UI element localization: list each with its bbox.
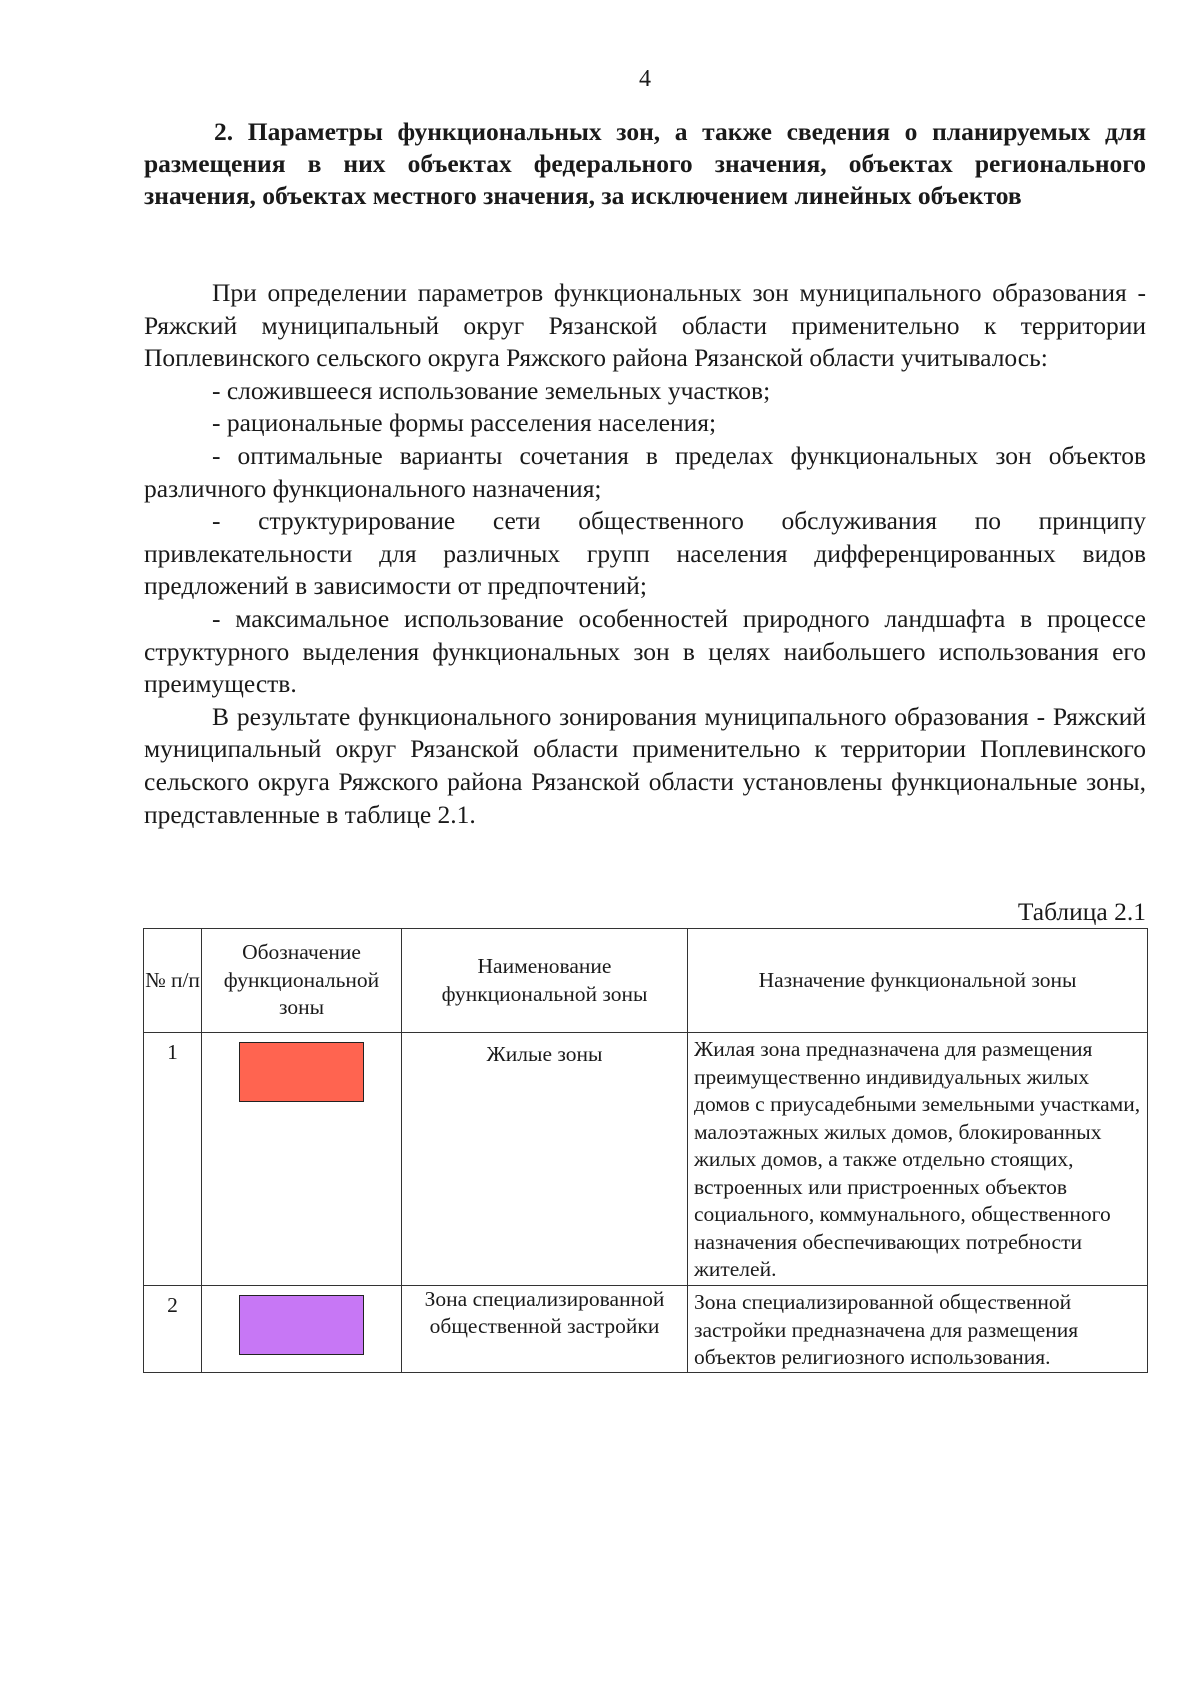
table-caption: Таблица 2.1: [1017, 897, 1146, 926]
list-item: - сложившееся использование земельных участков;: [212, 375, 771, 405]
header-number: № п/п: [144, 929, 202, 1033]
designation-cell: [202, 1033, 402, 1286]
list-item: - структурирование сети общественного обслуживания по принципу привлекательности для различных групп населения дифференцированных видов предложений в зависимости от предпочтений;: [144, 506, 1146, 601]
zone-purpose: Жилая зона предназначена для размещения преимущественно индивидуальных жилых домов с приусадебными земельными участками, малоэтажных жилых домов, блокированных жилых домов, а также отдельно стоящих, встроенных или пристроенных объектов социального, коммунального, общественного назначения обеспечивающих потребности жителей.: [688, 1033, 1148, 1286]
body-text: [144, 277, 1146, 831]
row-number: 1: [144, 1033, 202, 1286]
zone-color-swatch: [239, 1042, 364, 1102]
section-heading: 2. Параметры функциональных зон, а также сведения о планируемых для размещения в них объектах федерального значения, объектах регионального значения, объектах местного значения, за исключением линейных объектов: [144, 117, 1146, 210]
zone-color-swatch: [239, 1295, 364, 1355]
list-item: - максимальное использование особенностей природного ландшафта в процессе структурного выделения функциональных зон в целях наибольшего использования его преимуществ.: [144, 603, 1146, 699]
page-number: 4: [639, 66, 651, 92]
header-name: Наименование функциональной зоны: [402, 929, 688, 1033]
zone-name: Жилые зоны: [402, 1033, 688, 1286]
designation-cell: [202, 1286, 402, 1373]
table-header-row: [144, 929, 1148, 1033]
zone-name: Зона специализированной общественной застройки: [402, 1286, 688, 1373]
zones-table: [143, 928, 1148, 1373]
paragraph-intro: При определении параметров функциональных зон муниципального образования - Ряжский муниципальный округ Рязанской области применительно к территории Поплевинского сельского округа Ряжского района Рязанской области учитывалось:: [144, 278, 1146, 373]
paragraph-result: В результате функционального зонирования муниципального образования - Ряжский муниципальный округ Рязанской области применительно к территории Поплевинского сельского округа Ряжского района Рязанской области установлены функциональные зоны, представленные в таблице 2.1.: [144, 701, 1146, 829]
header-purpose: Назначение функциональной зоны: [688, 929, 1148, 1033]
row-number: 2: [144, 1286, 202, 1373]
list-item: - рациональные формы расселения населения;: [212, 408, 717, 438]
header-designation: Обозначение функциональной зоны: [202, 929, 402, 1033]
table-row: [144, 1033, 1148, 1286]
table-row: [144, 1286, 1148, 1373]
zone-purpose: Зона специализированной общественной застройки предназначена для размещения объектов религиозного использования.: [688, 1286, 1148, 1373]
list-item: - оптимальные варианты сочетания в пределах функциональных зон объектов различного функционального назначения;: [144, 440, 1146, 503]
